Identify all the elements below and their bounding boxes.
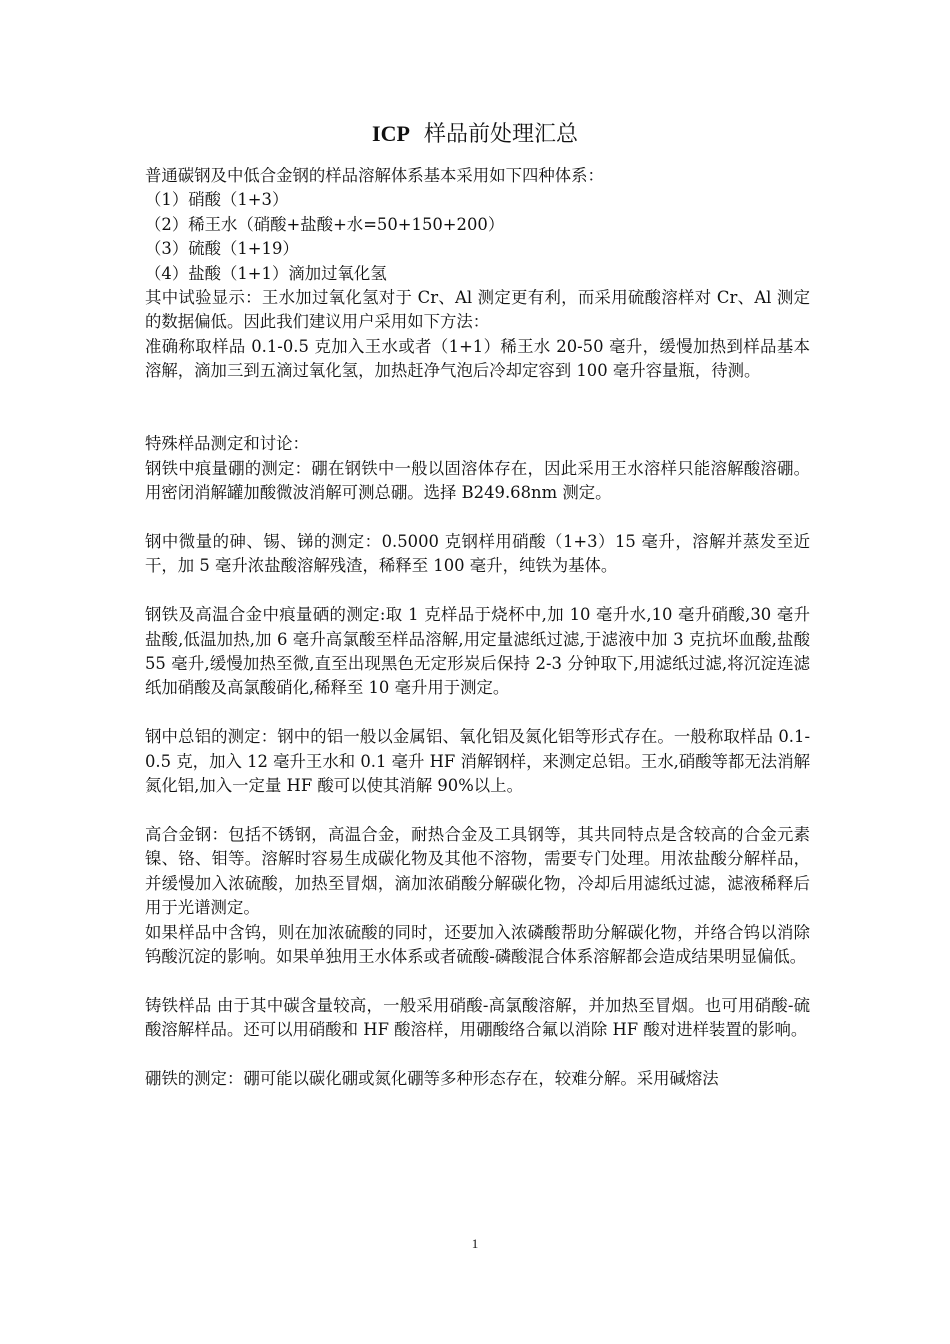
- system-item-4: （4）盐酸（1+1）滴加过氧化氢: [145, 263, 387, 283]
- boron-paragraph: 钢铁中痕量硼的测定：硼在钢铁中一般以固溶体存在，因此采用王水溶样只能溶解酸溶硼。用密闭消解罐加酸微波消解可测总硼。选择 B249.68nm 测定。: [145, 458, 810, 503]
- aluminum-paragraph: 钢中总铝的测定：钢中的铝一般以金属铝、氧化铝及氮化铝等形式存在。一般称取样品 0.1-0.5 克，加入 12 毫升王水和 0.1 毫升 HF 消解钢样，来测定总铝。王水,硝酸等都无法消解氮化铝,加入一定量 HF 酸可以使其消解 90%以上。: [145, 727, 810, 796]
- arsenic-paragraph: 钢中微量的砷、锡、锑的测定：0.5000 克钢样用硝酸（1+3）15 毫升，溶解并蒸发至近干，加 5 毫升浓盐酸溶解残渣，稀释至 100 毫升，纯铁为基体。: [145, 532, 810, 576]
- document-body: [145, 164, 810, 1091]
- ferroboron-paragraph: 硼铁的测定：硼可能以碳化硼或氮化硼等多种形态存在，较难分解。采用碱熔法: [145, 1068, 719, 1088]
- spacer: [145, 384, 810, 433]
- page-title: [0, 118, 950, 151]
- special-heading: 特殊样品测定和讨论：: [145, 434, 309, 454]
- test-result-paragraph: 其中试验显示：王水加过氧化氢对于 Cr、Al 测定更有利，而采用硫酸溶样对 Cr、Al 测定的数据偏低。因此我们建议用户采用如下方法：: [145, 288, 810, 332]
- high-alloy-paragraph: 高合金钢：包括不锈钢，高温合金，耐热合金及工具钢等，其共同特点是含较高的合金元素镍、铬、钼等。溶解时容易生成碳化物及其他不溶物，需要专门处理。用浓盐酸分解样品，并缓慢加入浓硫酸，加热至冒烟，滴加浓硝酸分解碳化物，冷却后用滤纸过滤，滤液稀释后用于光谱测定。: [145, 824, 810, 918]
- selenium-paragraph: 钢铁及高温合金中痕量硒的测定:取 1 克样品于烧杯中,加 10 毫升水,10 毫升硝酸,30 毫升盐酸,低温加热,加 6 毫升高氯酸至样品溶解,用定量滤纸过滤,于滤液中加 3 克抗坏血酸,盐酸 55 毫升,缓慢加热至微,直至出现黑色无定形炭后保持 2-3 分钟取下,用滤纸过滤,将沉淀连滤纸加硝酸及高氯酸硝化,稀释至 10 毫升用于测定。: [145, 605, 810, 698]
- method-paragraph: 准确称取样品 0.1-0.5 克加入王水或者（1+1）稀王水 20-50 毫升，缓慢加热到样品基本溶解，滴加三到五滴过氧化氢，加热赶净气泡后冷却定容到 100 毫升容量瓶，待测。: [145, 336, 810, 381]
- tungsten-paragraph: 如果样品中含钨，则在加浓硫酸的同时，还要加入浓磷酸帮助分解碳化物，并络合钨以消除钨酸沉淀的影响。如果单独用王水体系或者硫酸-磷酸混合体系溶解都会造成结果明显偏低。: [145, 922, 810, 966]
- system-item-2: （2）稀王水（硝酸+盐酸+水=50+150+200）: [145, 214, 505, 234]
- system-item-3: （3）硫酸（1+19）: [145, 239, 299, 259]
- cast-iron-paragraph: 铸铁样品 由于其中碳含量较高，一般采用硝酸-高氯酸溶解，并加热至冒烟。也可用硝酸-硫酸溶解样品。还可以用硝酸和 HF 酸溶样，用硼酸络合氟以消除 HF 酸对进样装置的影响。: [145, 995, 810, 1040]
- intro-paragraph: 普通碳钢及中低合金钢的样品溶解体系基本采用如下四种体系：: [145, 166, 604, 185]
- spacer: [145, 506, 810, 530]
- spacer: [145, 579, 810, 603]
- spacer: [145, 701, 810, 725]
- spacer: [145, 1043, 810, 1067]
- page-number: 1: [471, 1236, 479, 1251]
- spacer: [145, 799, 810, 823]
- title-latin: ICP: [372, 121, 410, 146]
- title-cjk: 样品前处理汇总: [423, 122, 578, 147]
- spacer: [145, 969, 810, 993]
- system-item-1: （1）硝酸（1+3）: [145, 190, 289, 210]
